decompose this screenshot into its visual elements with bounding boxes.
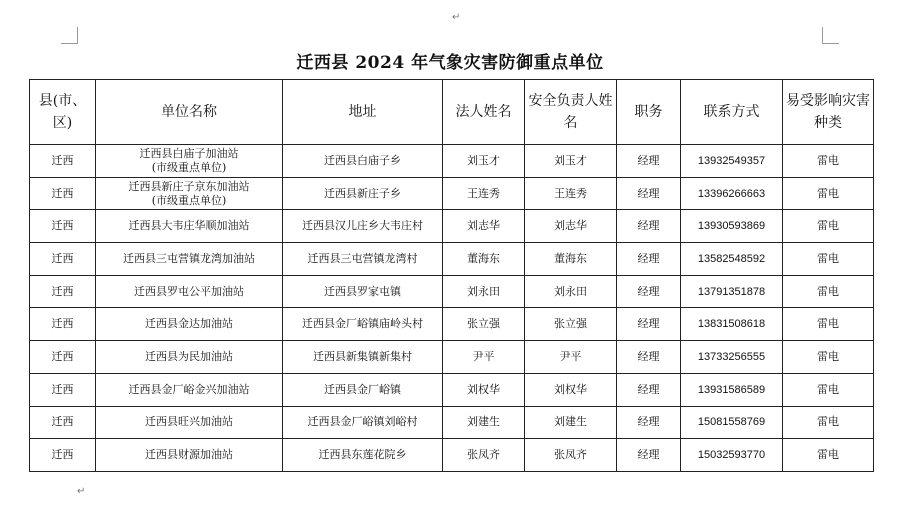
cell-position: 经理 (617, 210, 681, 243)
cell-unit-name: 迁西县旺兴加油站 (96, 406, 283, 439)
cell-county: 迁西 (30, 308, 96, 341)
cell-safety-officer: 刘权华 (525, 373, 617, 406)
cell-phone: 13932549357 (681, 145, 783, 178)
cell-unit-name: 迁西县三屯营镇龙湾加油站 (96, 243, 283, 276)
unit-level-note: (市级重点单位) (151, 193, 227, 207)
cell-unit-name: 迁西县财源加油站 (96, 439, 283, 472)
cell-address: 迁西县东莲花院乡 (283, 439, 443, 472)
cell-phone: 13582548592 (681, 243, 783, 276)
cell-address: 迁西县新庄子乡 (283, 177, 443, 210)
cell-county: 迁西 (30, 177, 96, 210)
cell-hazard-type: 雷电 (783, 308, 874, 341)
cell-unit-name (96, 145, 283, 178)
header-legal-person: 法人姓名 (443, 80, 525, 145)
table-row (30, 341, 874, 374)
cell-hazard-type: 雷电 (783, 210, 874, 243)
unit-level-note: (市级重点单位) (151, 160, 227, 174)
cell-phone: 15081558769 (681, 406, 783, 439)
cell-legal-person: 尹平 (443, 341, 525, 374)
cell-safety-officer: 王连秀 (525, 177, 617, 210)
cell-legal-person: 刘玉才 (443, 145, 525, 178)
cell-county: 迁西 (30, 145, 96, 178)
header-address: 地址 (283, 80, 443, 145)
cell-legal-person: 刘志华 (443, 210, 525, 243)
page-corner-mark-top-right (822, 27, 839, 44)
cell-unit-name: 迁西县金厂峪金兴加油站 (96, 373, 283, 406)
document-title: 迁西县 2024 年气象灾害防御重点单位 (296, 53, 604, 73)
header-county: 县(市、区) (30, 80, 96, 145)
cell-position: 经理 (617, 341, 681, 374)
cell-hazard-type: 雷电 (783, 373, 874, 406)
unit-name-text: 迁西县白庙子加油站 (139, 146, 239, 160)
header-safety-officer: 安全负责人姓名 (525, 80, 617, 145)
header-contact: 联系方式 (681, 80, 783, 145)
cell-address: 迁西县罗家屯镇 (283, 275, 443, 308)
cell-hazard-type: 雷电 (783, 177, 874, 210)
unit-name-text: 迁西县新庄子京东加油站 (128, 179, 250, 193)
cell-county: 迁西 (30, 210, 96, 243)
cell-address: 迁西县三屯营镇龙湾村 (283, 243, 443, 276)
cell-phone: 13791351878 (681, 275, 783, 308)
cell-legal-person: 张凤齐 (443, 439, 525, 472)
cell-safety-officer: 刘志华 (525, 210, 617, 243)
table-row (30, 145, 874, 178)
cell-position: 经理 (617, 308, 681, 341)
cell-address: 迁西县金厂峪镇 (283, 373, 443, 406)
cell-unit-name: 迁西县为民加油站 (96, 341, 283, 374)
cell-legal-person: 刘建生 (443, 406, 525, 439)
cell-hazard-type: 雷电 (783, 406, 874, 439)
cell-position: 经理 (617, 275, 681, 308)
cell-phone: 13831508618 (681, 308, 783, 341)
table-row (30, 406, 874, 439)
cell-address: 迁西县金厂峪镇庙岭头村 (283, 308, 443, 341)
cell-unit-name: 迁西县金达加油站 (96, 308, 283, 341)
cell-unit-name (96, 177, 283, 210)
cell-address: 迁西县金厂峪镇刘峪村 (283, 406, 443, 439)
cell-position: 经理 (617, 406, 681, 439)
cell-safety-officer: 尹平 (525, 341, 617, 374)
cell-position: 经理 (617, 439, 681, 472)
cell-county: 迁西 (30, 341, 96, 374)
cell-safety-officer: 张凤齐 (525, 439, 617, 472)
table-row (30, 243, 874, 276)
cell-legal-person: 张立强 (443, 308, 525, 341)
cell-unit-name: 迁西县罗屯公平加油站 (96, 275, 283, 308)
table-row (30, 373, 874, 406)
cell-position: 经理 (617, 373, 681, 406)
cell-unit-name: 迁西县大韦庄华顺加油站 (96, 210, 283, 243)
cell-legal-person: 刘永田 (443, 275, 525, 308)
cell-county: 迁西 (30, 243, 96, 276)
cell-hazard-type: 雷电 (783, 145, 874, 178)
cell-safety-officer: 刘建生 (525, 406, 617, 439)
cell-position: 经理 (617, 177, 681, 210)
cell-county: 迁西 (30, 439, 96, 472)
cell-legal-person: 王连秀 (443, 177, 525, 210)
table-row (30, 210, 874, 243)
cell-safety-officer: 张立强 (525, 308, 617, 341)
header-unit-name: 单位名称 (96, 80, 283, 145)
key-units-table (29, 79, 874, 472)
cell-county: 迁西 (30, 275, 96, 308)
cell-phone: 15032593770 (681, 439, 783, 472)
cell-phone: 13930593869 (681, 210, 783, 243)
cell-hazard-type: 雷电 (783, 341, 874, 374)
cell-phone: 13733256555 (681, 341, 783, 374)
paragraph-mark: ↵ (77, 486, 86, 497)
cell-legal-person: 刘权华 (443, 373, 525, 406)
table-row (30, 308, 874, 341)
cell-phone: 13931586589 (681, 373, 783, 406)
cell-county: 迁西 (30, 373, 96, 406)
cell-position: 经理 (617, 145, 681, 178)
cell-hazard-type: 雷电 (783, 275, 874, 308)
cell-legal-person: 董海东 (443, 243, 525, 276)
table-row (30, 275, 874, 308)
paragraph-mark: ↵ (452, 12, 461, 23)
header-position: 职务 (617, 80, 681, 145)
table-row (30, 439, 874, 472)
cell-phone: 13396266663 (681, 177, 783, 210)
header-hazard-type: 易受影响灾害种类 (783, 80, 874, 145)
table-header-row (30, 80, 874, 145)
cell-hazard-type: 雷电 (783, 439, 874, 472)
cell-address: 迁西县白庙子乡 (283, 145, 443, 178)
table-row (30, 177, 874, 210)
cell-hazard-type: 雷电 (783, 243, 874, 276)
cell-address: 迁西县新集镇新集村 (283, 341, 443, 374)
page-corner-mark-top-left (61, 27, 78, 44)
cell-safety-officer: 刘永田 (525, 275, 617, 308)
cell-safety-officer: 董海东 (525, 243, 617, 276)
cell-position: 经理 (617, 243, 681, 276)
cell-safety-officer: 刘玉才 (525, 145, 617, 178)
cell-county: 迁西 (30, 406, 96, 439)
cell-address: 迁西县汉儿庄乡大韦庄村 (283, 210, 443, 243)
